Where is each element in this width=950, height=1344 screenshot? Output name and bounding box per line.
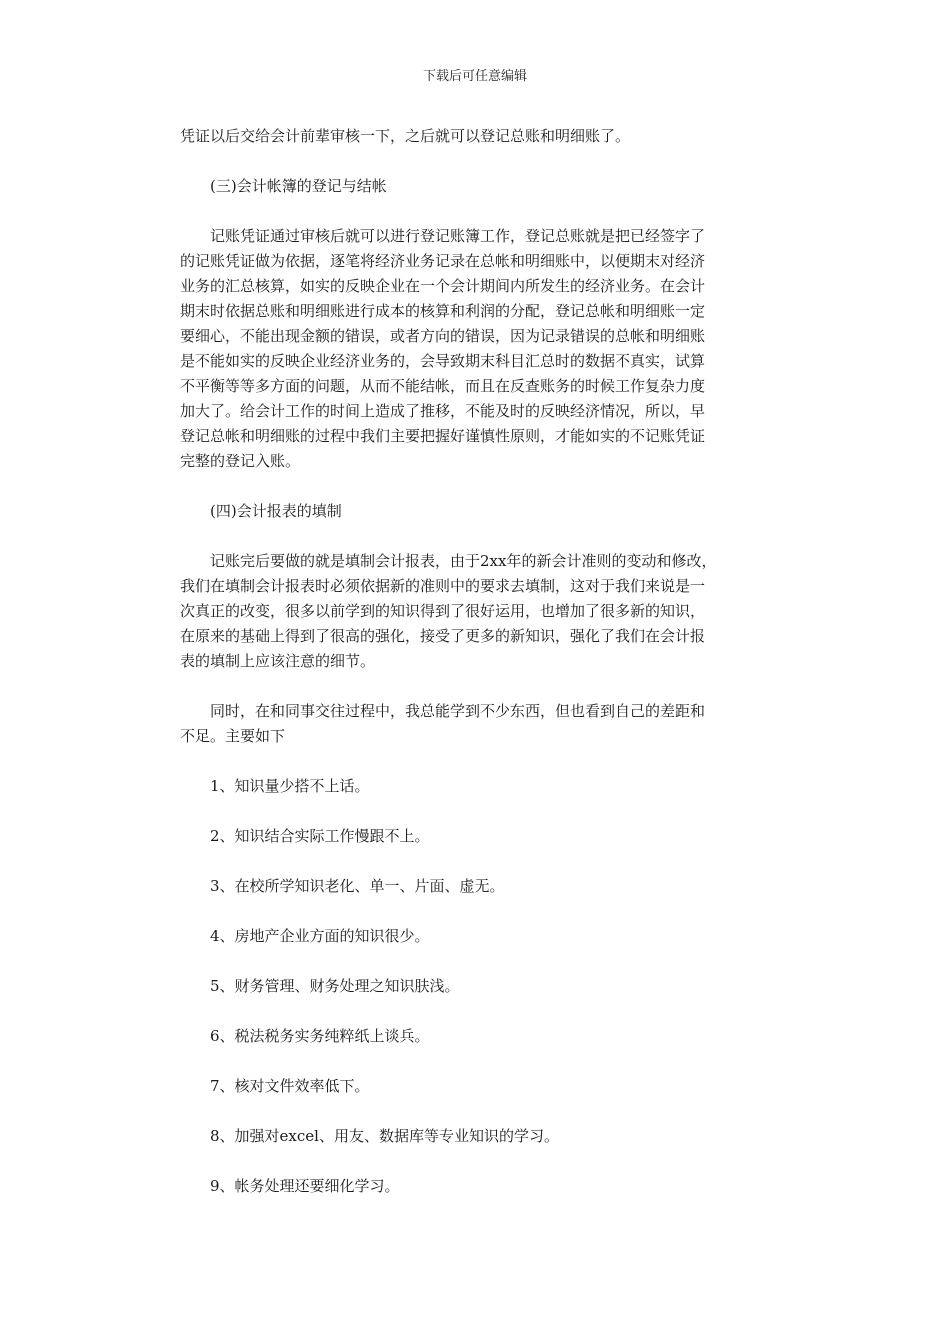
list-item: 4、房地产企业方面的知识很少。	[210, 927, 430, 945]
section-3-paragraph	[180, 224, 780, 474]
reflection-paragraph	[180, 699, 780, 749]
list-item: 2、知识结合实际工作慢跟不上。	[210, 827, 430, 845]
text-line: 业务的汇总核算，如实的反映企业在一个会计期间内所发生的经济业务。在会计	[180, 277, 706, 295]
section-4-heading: (四)会计报表的填制	[210, 502, 342, 520]
text-line: 要细心，不能出现金额的错误，或者方向的错误，因为记录错误的总帐和明细账	[180, 327, 706, 345]
text-line: 不平衡等等多方面的问题，从而不能结帐，而且在反查账务的时候工作复杂力度	[180, 377, 706, 395]
document-body	[180, 124, 780, 1224]
text-line: 加大了。给会计工作的时间上造成了推移，不能及时的反映经济情况，所以，早	[180, 402, 706, 420]
text-line: 次真正的改变，很多以前学到的知识得到了很好运用，也增加了很多新的知识，	[180, 602, 706, 620]
section-3-heading: (三)会计帐簿的登记与结帐	[210, 177, 387, 195]
list-item: 1、知识量少搭不上话。	[210, 777, 370, 795]
text-line: 记账凭证通过审核后就可以进行登记账簿工作，登记总账就是把已经签字了	[210, 227, 706, 245]
list-item: 6、税法税务实务纯粹纸上谈兵。	[210, 1027, 430, 1045]
intro-paragraph: 凭证以后交给会计前辈审核一下，之后就可以登记总账和明细账了。	[180, 127, 631, 145]
text-line: 在原来的基础上得到了很高的强化，接受了更多的新知识，强化了我们在会计报	[180, 627, 706, 645]
list-item: 5、财务管理、财务处理之知识肤浅。	[210, 977, 460, 995]
text-line: 的记账凭证做为依据，逐笔将经济业务记录在总帐和明细账中，以便期末对经济	[180, 252, 706, 270]
text-line: 记账完后要做的就是填制会计报表，由于2xx年的新会计准则的变动和修改，	[210, 552, 717, 570]
text-line: 期末时依据总账和明细账进行成本的核算和利润的分配，登记总帐和明细账一定	[180, 302, 706, 320]
list-item: 3、在校所学知识老化、单一、片面、虚无。	[210, 877, 505, 895]
text-line: 我们在填制会计报表时必须依据新的准则中的要求去填制，这对于我们来说是一	[180, 577, 706, 595]
text-line: 同时，在和同事交往过程中，我总能学到不少东西，但也看到自己的差距和	[210, 702, 706, 720]
text-line: 是不能如实的反映企业经济业务的，会导致期末科目汇总时的数据不真实，试算	[180, 352, 706, 370]
list-item: 8、加强对excel、用友、数据库等专业知识的学习。	[210, 1127, 559, 1145]
text-line: 不足。主要如下	[180, 727, 286, 745]
text-line: 表的填制上应该注意的细节。	[180, 652, 376, 670]
section-4-paragraph	[180, 549, 780, 674]
text-line: 完整的登记入账。	[180, 452, 301, 470]
page-header: 下载后可任意编辑	[422, 69, 527, 84]
text-line: 登记总帐和明细账的过程中我们主要把握好谨慎性原则，才能如实的不记账凭证	[180, 427, 706, 445]
list-item: 9、帐务处理还要细化学习。	[210, 1177, 400, 1195]
list-item: 7、核对文件效率低下。	[210, 1077, 370, 1095]
